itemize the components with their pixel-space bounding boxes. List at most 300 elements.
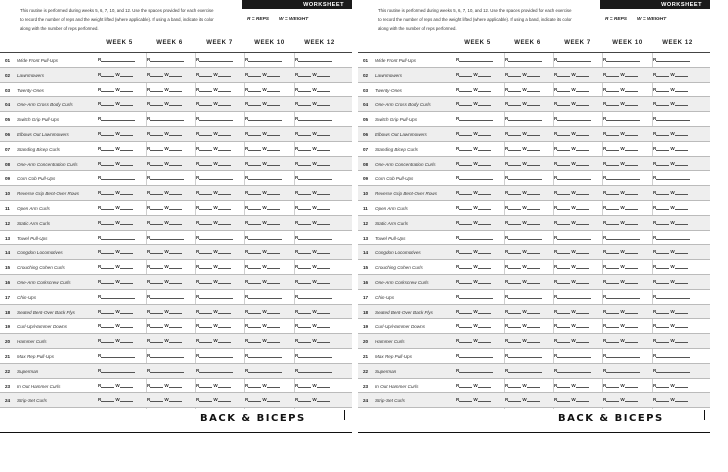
rep-weight-entry-field[interactable] [456, 294, 503, 302]
reps-blank[interactable] [557, 239, 591, 240]
rep-weight-entry-field[interactable] [295, 279, 342, 287]
reps-blank[interactable] [557, 61, 591, 62]
reps-blank[interactable] [606, 165, 619, 166]
reps-blank[interactable] [248, 224, 261, 225]
reps-blank[interactable] [656, 372, 690, 373]
reps-blank[interactable] [248, 342, 261, 343]
reps-blank[interactable] [606, 401, 619, 402]
rep-weight-entry-field[interactable] [653, 116, 700, 124]
reps-blank[interactable] [459, 313, 472, 314]
reps-blank[interactable] [656, 357, 690, 358]
weight-blank[interactable] [317, 105, 330, 106]
weight-blank[interactable] [120, 91, 133, 92]
weight-blank[interactable] [218, 135, 231, 136]
reps-blank[interactable] [248, 327, 261, 328]
reps-blank[interactable] [199, 91, 212, 92]
weight-blank[interactable] [478, 268, 491, 269]
reps-blank[interactable] [199, 150, 212, 151]
rep-weight-entry-field[interactable] [456, 368, 503, 376]
reps-blank[interactable] [656, 179, 690, 180]
reps-blank[interactable] [606, 105, 619, 106]
weight-blank[interactable] [267, 253, 280, 254]
weight-blank[interactable] [478, 387, 491, 388]
rep-weight-entry-field[interactable] [196, 264, 243, 272]
weight-blank[interactable] [625, 165, 638, 166]
reps-blank[interactable] [508, 150, 521, 151]
weight-blank[interactable] [317, 401, 330, 402]
reps-blank[interactable] [508, 239, 542, 240]
reps-blank[interactable] [656, 342, 669, 343]
weight-blank[interactable] [218, 150, 231, 151]
rep-weight-entry-field[interactable] [245, 249, 292, 257]
weight-blank[interactable] [267, 91, 280, 92]
weight-blank[interactable] [267, 76, 280, 77]
weight-blank[interactable] [120, 342, 133, 343]
weight-blank[interactable] [576, 194, 589, 195]
reps-blank[interactable] [248, 209, 261, 210]
rep-weight-entry-field[interactable] [196, 57, 243, 65]
rep-weight-entry-field[interactable] [196, 294, 243, 302]
reps-blank[interactable] [199, 179, 233, 180]
rep-weight-entry-field[interactable] [505, 235, 552, 243]
reps-blank[interactable] [656, 387, 669, 388]
reps-blank[interactable] [150, 239, 184, 240]
reps-blank[interactable] [248, 105, 261, 106]
rep-weight-entry-field[interactable] [295, 146, 342, 154]
weight-blank[interactable] [317, 135, 330, 136]
weight-blank[interactable] [169, 401, 182, 402]
reps-blank[interactable] [298, 357, 332, 358]
weight-blank[interactable] [317, 150, 330, 151]
rep-weight-entry-field[interactable] [98, 353, 145, 361]
reps-blank[interactable] [459, 253, 472, 254]
rep-weight-entry-field[interactable] [603, 397, 650, 405]
rep-weight-entry-field[interactable] [147, 323, 194, 331]
rep-weight-entry-field[interactable] [245, 309, 292, 317]
reps-blank[interactable] [606, 357, 640, 358]
weight-blank[interactable] [675, 76, 688, 77]
rep-weight-entry-field[interactable] [295, 161, 342, 169]
reps-blank[interactable] [508, 165, 521, 166]
weight-blank[interactable] [169, 387, 182, 388]
weight-blank[interactable] [675, 165, 688, 166]
rep-weight-entry-field[interactable] [147, 175, 194, 183]
reps-blank[interactable] [150, 253, 163, 254]
rep-weight-entry-field[interactable] [505, 87, 552, 95]
reps-blank[interactable] [459, 387, 472, 388]
rep-weight-entry-field[interactable] [603, 338, 650, 346]
reps-blank[interactable] [606, 283, 619, 284]
weight-blank[interactable] [576, 327, 589, 328]
reps-blank[interactable] [150, 268, 163, 269]
reps-blank[interactable] [199, 135, 212, 136]
weight-blank[interactable] [675, 224, 688, 225]
rep-weight-entry-field[interactable] [603, 146, 650, 154]
rep-weight-entry-field[interactable] [295, 101, 342, 109]
reps-blank[interactable] [150, 387, 163, 388]
rep-weight-entry-field[interactable] [98, 101, 145, 109]
weight-blank[interactable] [267, 313, 280, 314]
rep-weight-entry-field[interactable] [653, 101, 700, 109]
reps-blank[interactable] [606, 76, 619, 77]
rep-weight-entry-field[interactable] [98, 175, 145, 183]
rep-weight-entry-field[interactable] [554, 397, 601, 405]
rep-weight-entry-field[interactable] [196, 146, 243, 154]
reps-blank[interactable] [459, 209, 472, 210]
reps-blank[interactable] [508, 327, 521, 328]
rep-weight-entry-field[interactable] [456, 279, 503, 287]
rep-weight-entry-field[interactable] [603, 116, 650, 124]
rep-weight-entry-field[interactable] [147, 309, 194, 317]
weight-blank[interactable] [218, 283, 231, 284]
rep-weight-entry-field[interactable] [98, 146, 145, 154]
weight-blank[interactable] [267, 327, 280, 328]
rep-weight-entry-field[interactable] [147, 368, 194, 376]
rep-weight-entry-field[interactable] [653, 190, 700, 198]
reps-blank[interactable] [298, 253, 311, 254]
reps-blank[interactable] [656, 209, 669, 210]
reps-blank[interactable] [606, 179, 640, 180]
rep-weight-entry-field[interactable] [554, 294, 601, 302]
reps-blank[interactable] [248, 61, 282, 62]
rep-weight-entry-field[interactable] [196, 235, 243, 243]
rep-weight-entry-field[interactable] [196, 397, 243, 405]
weight-blank[interactable] [625, 283, 638, 284]
reps-blank[interactable] [248, 298, 282, 299]
rep-weight-entry-field[interactable] [245, 57, 292, 65]
rep-weight-entry-field[interactable] [196, 205, 243, 213]
rep-weight-entry-field[interactable] [295, 368, 342, 376]
reps-blank[interactable] [150, 150, 163, 151]
reps-blank[interactable] [508, 179, 542, 180]
reps-blank[interactable] [298, 150, 311, 151]
weight-blank[interactable] [169, 150, 182, 151]
rep-weight-entry-field[interactable] [147, 131, 194, 139]
rep-weight-entry-field[interactable] [456, 87, 503, 95]
reps-blank[interactable] [150, 357, 184, 358]
reps-blank[interactable] [199, 298, 233, 299]
weight-blank[interactable] [576, 401, 589, 402]
rep-weight-entry-field[interactable] [147, 383, 194, 391]
rep-weight-entry-field[interactable] [456, 309, 503, 317]
reps-blank[interactable] [656, 76, 669, 77]
rep-weight-entry-field[interactable] [505, 131, 552, 139]
rep-weight-entry-field[interactable] [653, 338, 700, 346]
reps-blank[interactable] [298, 327, 311, 328]
rep-weight-entry-field[interactable] [603, 72, 650, 80]
weight-blank[interactable] [625, 91, 638, 92]
rep-weight-entry-field[interactable] [196, 87, 243, 95]
reps-blank[interactable] [101, 268, 114, 269]
weight-blank[interactable] [527, 209, 540, 210]
reps-blank[interactable] [508, 209, 521, 210]
reps-blank[interactable] [606, 239, 640, 240]
rep-weight-entry-field[interactable] [603, 190, 650, 198]
weight-blank[interactable] [120, 150, 133, 151]
reps-blank[interactable] [199, 194, 212, 195]
weight-blank[interactable] [478, 194, 491, 195]
weight-blank[interactable] [527, 327, 540, 328]
weight-blank[interactable] [120, 135, 133, 136]
reps-blank[interactable] [199, 372, 233, 373]
rep-weight-entry-field[interactable] [505, 368, 552, 376]
rep-weight-entry-field[interactable] [295, 175, 342, 183]
rep-weight-entry-field[interactable] [603, 353, 650, 361]
reps-blank[interactable] [557, 105, 570, 106]
reps-blank[interactable] [459, 298, 493, 299]
rep-weight-entry-field[interactable] [196, 383, 243, 391]
rep-weight-entry-field[interactable] [245, 205, 292, 213]
reps-blank[interactable] [459, 239, 493, 240]
rep-weight-entry-field[interactable] [147, 235, 194, 243]
reps-blank[interactable] [101, 298, 135, 299]
weight-blank[interactable] [527, 224, 540, 225]
reps-blank[interactable] [199, 401, 212, 402]
reps-blank[interactable] [606, 91, 619, 92]
reps-blank[interactable] [298, 283, 311, 284]
rep-weight-entry-field[interactable] [245, 161, 292, 169]
rep-weight-entry-field[interactable] [505, 309, 552, 317]
rep-weight-entry-field[interactable] [196, 338, 243, 346]
rep-weight-entry-field[interactable] [554, 131, 601, 139]
reps-blank[interactable] [101, 387, 114, 388]
reps-blank[interactable] [248, 194, 261, 195]
reps-blank[interactable] [150, 179, 184, 180]
weight-blank[interactable] [120, 253, 133, 254]
weight-blank[interactable] [625, 224, 638, 225]
weight-blank[interactable] [120, 327, 133, 328]
reps-blank[interactable] [606, 150, 619, 151]
rep-weight-entry-field[interactable] [295, 249, 342, 257]
reps-blank[interactable] [656, 61, 690, 62]
reps-blank[interactable] [508, 194, 521, 195]
reps-blank[interactable] [459, 61, 493, 62]
rep-weight-entry-field[interactable] [653, 175, 700, 183]
reps-blank[interactable] [459, 224, 472, 225]
reps-blank[interactable] [557, 298, 591, 299]
weight-blank[interactable] [478, 313, 491, 314]
weight-blank[interactable] [317, 327, 330, 328]
weight-blank[interactable] [576, 209, 589, 210]
reps-blank[interactable] [606, 342, 619, 343]
rep-weight-entry-field[interactable] [505, 101, 552, 109]
rep-weight-entry-field[interactable] [603, 131, 650, 139]
reps-blank[interactable] [508, 357, 542, 358]
rep-weight-entry-field[interactable] [456, 338, 503, 346]
reps-blank[interactable] [199, 327, 212, 328]
reps-blank[interactable] [298, 401, 311, 402]
rep-weight-entry-field[interactable] [245, 353, 292, 361]
rep-weight-entry-field[interactable] [245, 264, 292, 272]
rep-weight-entry-field[interactable] [245, 101, 292, 109]
rep-weight-entry-field[interactable] [147, 101, 194, 109]
rep-weight-entry-field[interactable] [147, 353, 194, 361]
rep-weight-entry-field[interactable] [456, 264, 503, 272]
reps-blank[interactable] [101, 253, 114, 254]
reps-blank[interactable] [150, 120, 184, 121]
reps-blank[interactable] [557, 224, 570, 225]
weight-blank[interactable] [527, 313, 540, 314]
rep-weight-entry-field[interactable] [554, 220, 601, 228]
rep-weight-entry-field[interactable] [653, 309, 700, 317]
rep-weight-entry-field[interactable] [554, 309, 601, 317]
rep-weight-entry-field[interactable] [295, 131, 342, 139]
reps-blank[interactable] [298, 120, 332, 121]
reps-blank[interactable] [298, 209, 311, 210]
rep-weight-entry-field[interactable] [245, 368, 292, 376]
rep-weight-entry-field[interactable] [147, 279, 194, 287]
rep-weight-entry-field[interactable] [295, 205, 342, 213]
reps-blank[interactable] [298, 61, 332, 62]
rep-weight-entry-field[interactable] [98, 235, 145, 243]
reps-blank[interactable] [150, 135, 163, 136]
rep-weight-entry-field[interactable] [456, 205, 503, 213]
weight-blank[interactable] [478, 135, 491, 136]
reps-blank[interactable] [508, 268, 521, 269]
weight-blank[interactable] [527, 253, 540, 254]
reps-blank[interactable] [508, 91, 521, 92]
weight-blank[interactable] [576, 313, 589, 314]
weight-blank[interactable] [317, 313, 330, 314]
reps-blank[interactable] [606, 313, 619, 314]
rep-weight-entry-field[interactable] [505, 397, 552, 405]
weight-blank[interactable] [576, 283, 589, 284]
reps-blank[interactable] [248, 387, 261, 388]
rep-weight-entry-field[interactable] [653, 397, 700, 405]
reps-blank[interactable] [248, 165, 261, 166]
rep-weight-entry-field[interactable] [554, 190, 601, 198]
reps-blank[interactable] [656, 327, 669, 328]
reps-blank[interactable] [199, 342, 212, 343]
rep-weight-entry-field[interactable] [554, 279, 601, 287]
weight-blank[interactable] [267, 194, 280, 195]
reps-blank[interactable] [150, 372, 184, 373]
weight-blank[interactable] [169, 342, 182, 343]
rep-weight-entry-field[interactable] [505, 57, 552, 65]
rep-weight-entry-field[interactable] [554, 161, 601, 169]
weight-blank[interactable] [267, 401, 280, 402]
weight-blank[interactable] [120, 209, 133, 210]
rep-weight-entry-field[interactable] [456, 101, 503, 109]
reps-blank[interactable] [606, 209, 619, 210]
rep-weight-entry-field[interactable] [603, 205, 650, 213]
reps-blank[interactable] [459, 194, 472, 195]
weight-blank[interactable] [478, 209, 491, 210]
weight-blank[interactable] [169, 91, 182, 92]
reps-blank[interactable] [656, 194, 669, 195]
reps-blank[interactable] [656, 105, 669, 106]
weight-blank[interactable] [478, 165, 491, 166]
reps-blank[interactable] [101, 135, 114, 136]
weight-blank[interactable] [317, 268, 330, 269]
rep-weight-entry-field[interactable] [295, 235, 342, 243]
rep-weight-entry-field[interactable] [196, 353, 243, 361]
rep-weight-entry-field[interactable] [554, 323, 601, 331]
rep-weight-entry-field[interactable] [147, 264, 194, 272]
weight-blank[interactable] [120, 313, 133, 314]
rep-weight-entry-field[interactable] [245, 190, 292, 198]
rep-weight-entry-field[interactable] [505, 338, 552, 346]
reps-blank[interactable] [101, 105, 114, 106]
weight-blank[interactable] [576, 253, 589, 254]
rep-weight-entry-field[interactable] [456, 383, 503, 391]
reps-blank[interactable] [248, 150, 261, 151]
rep-weight-entry-field[interactable] [456, 323, 503, 331]
reps-blank[interactable] [150, 401, 163, 402]
rep-weight-entry-field[interactable] [603, 294, 650, 302]
rep-weight-entry-field[interactable] [245, 235, 292, 243]
weight-blank[interactable] [576, 387, 589, 388]
reps-blank[interactable] [557, 372, 591, 373]
reps-blank[interactable] [199, 387, 212, 388]
weight-blank[interactable] [267, 387, 280, 388]
weight-blank[interactable] [625, 194, 638, 195]
rep-weight-entry-field[interactable] [603, 101, 650, 109]
weight-blank[interactable] [576, 150, 589, 151]
rep-weight-entry-field[interactable] [603, 235, 650, 243]
weight-blank[interactable] [675, 194, 688, 195]
weight-blank[interactable] [478, 283, 491, 284]
rep-weight-entry-field[interactable] [147, 220, 194, 228]
reps-blank[interactable] [606, 298, 640, 299]
weight-blank[interactable] [317, 165, 330, 166]
reps-blank[interactable] [459, 268, 472, 269]
reps-blank[interactable] [557, 327, 570, 328]
weight-blank[interactable] [120, 224, 133, 225]
weight-blank[interactable] [675, 401, 688, 402]
weight-blank[interactable] [527, 283, 540, 284]
weight-blank[interactable] [120, 165, 133, 166]
weight-blank[interactable] [576, 135, 589, 136]
reps-blank[interactable] [557, 357, 591, 358]
rep-weight-entry-field[interactable] [196, 101, 243, 109]
weight-blank[interactable] [478, 150, 491, 151]
rep-weight-entry-field[interactable] [603, 175, 650, 183]
weight-blank[interactable] [218, 105, 231, 106]
reps-blank[interactable] [606, 268, 619, 269]
rep-weight-entry-field[interactable] [456, 175, 503, 183]
rep-weight-entry-field[interactable] [554, 116, 601, 124]
rep-weight-entry-field[interactable] [98, 190, 145, 198]
weight-blank[interactable] [675, 313, 688, 314]
weight-blank[interactable] [267, 342, 280, 343]
weight-blank[interactable] [317, 209, 330, 210]
rep-weight-entry-field[interactable] [147, 146, 194, 154]
reps-blank[interactable] [557, 283, 570, 284]
rep-weight-entry-field[interactable] [456, 161, 503, 169]
weight-blank[interactable] [478, 253, 491, 254]
weight-blank[interactable] [675, 253, 688, 254]
weight-blank[interactable] [478, 224, 491, 225]
reps-blank[interactable] [459, 150, 472, 151]
reps-blank[interactable] [298, 76, 311, 77]
rep-weight-entry-field[interactable] [603, 309, 650, 317]
weight-blank[interactable] [527, 135, 540, 136]
weight-blank[interactable] [267, 165, 280, 166]
reps-blank[interactable] [656, 135, 669, 136]
rep-weight-entry-field[interactable] [554, 235, 601, 243]
rep-weight-entry-field[interactable] [653, 323, 700, 331]
reps-blank[interactable] [199, 253, 212, 254]
weight-blank[interactable] [218, 224, 231, 225]
rep-weight-entry-field[interactable] [295, 294, 342, 302]
reps-blank[interactable] [101, 357, 135, 358]
reps-blank[interactable] [101, 194, 114, 195]
weight-blank[interactable] [267, 268, 280, 269]
rep-weight-entry-field[interactable] [505, 175, 552, 183]
rep-weight-entry-field[interactable] [147, 57, 194, 65]
reps-blank[interactable] [656, 401, 669, 402]
